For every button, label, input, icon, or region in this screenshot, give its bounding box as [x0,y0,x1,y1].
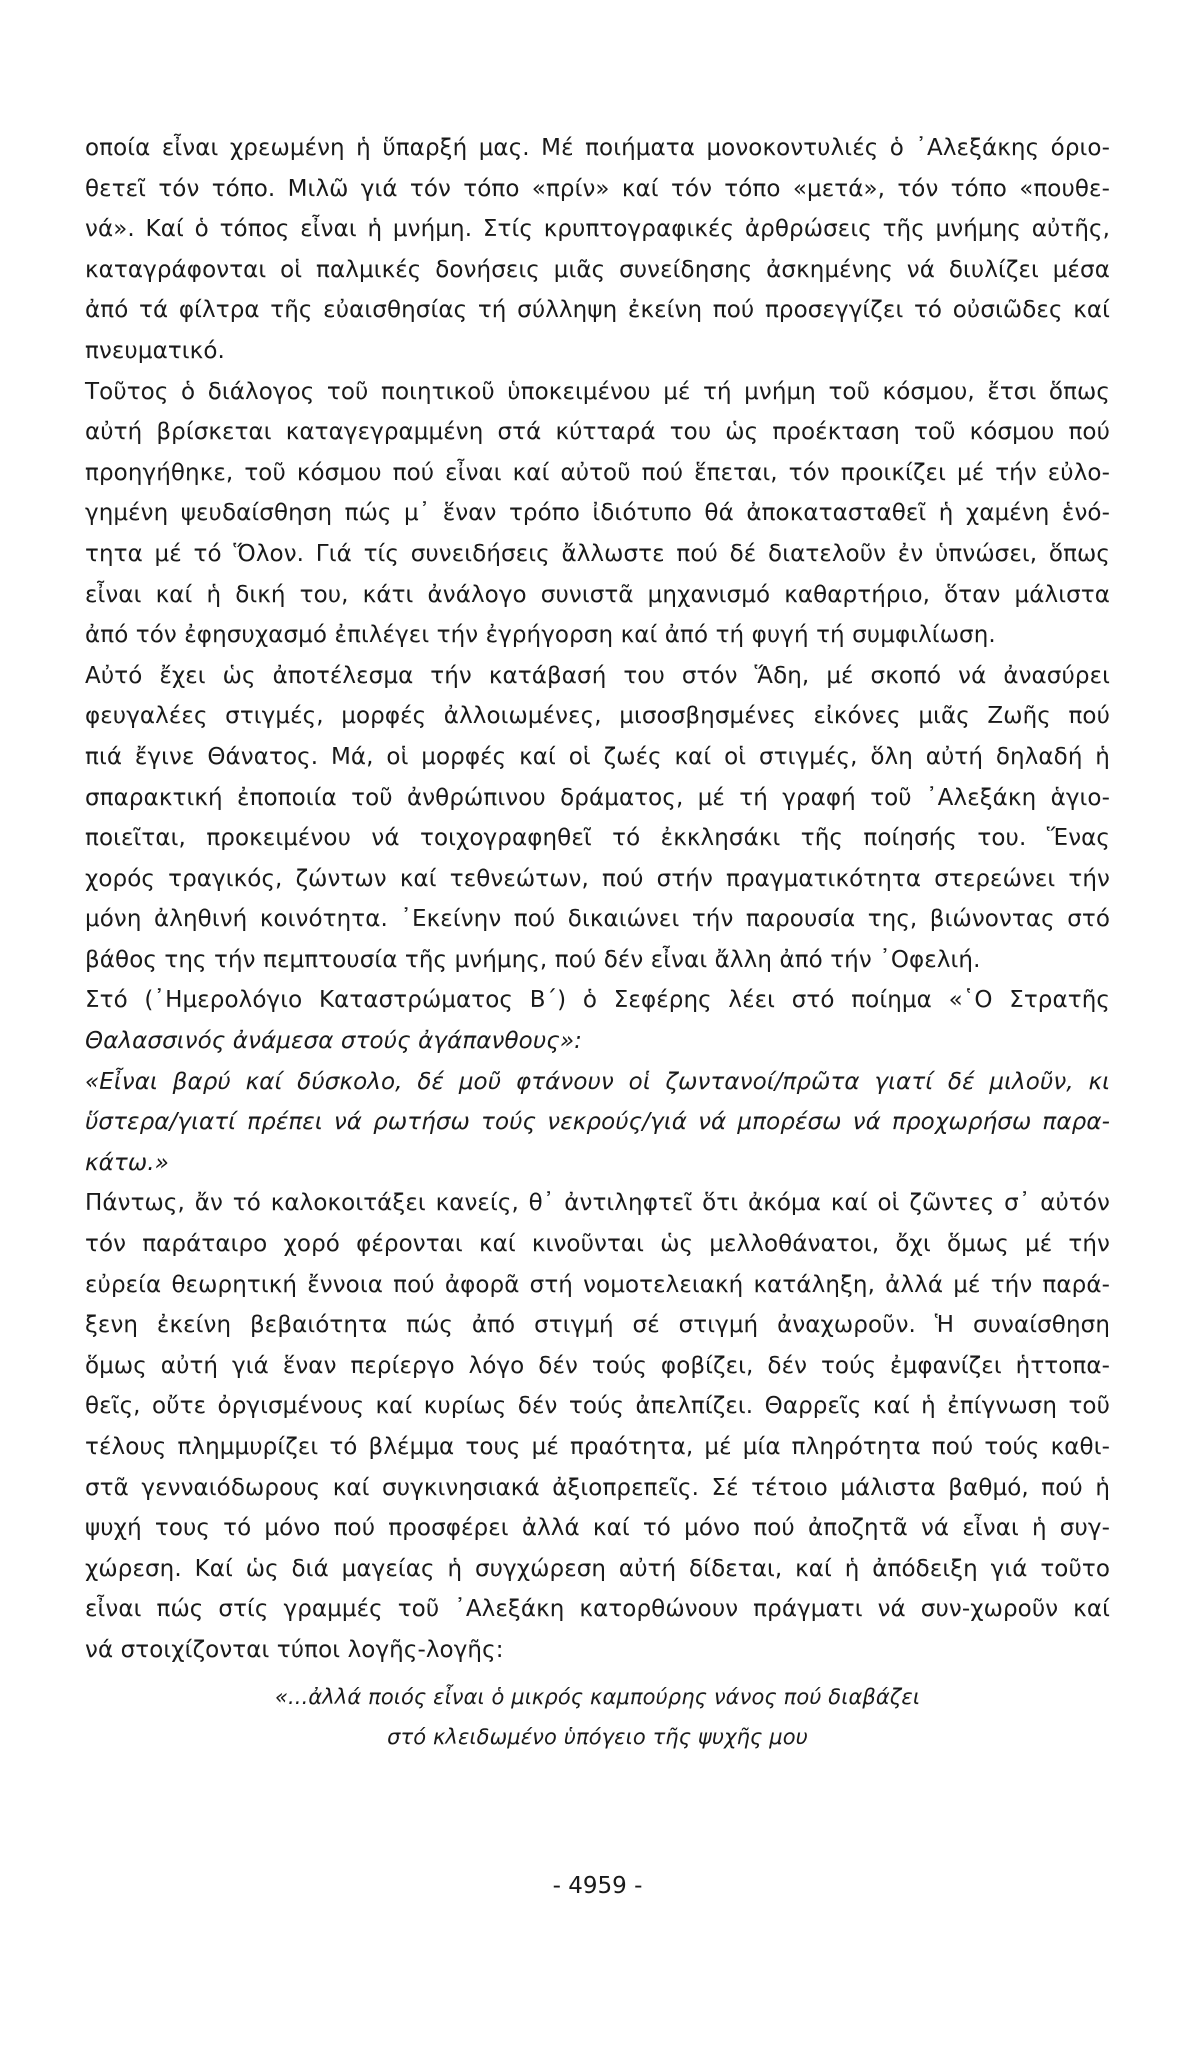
text-line: θεῖς, οὔτε ὀργισμένους καί κυρίως δέν τούς ἀπελπίζει. Θαρρεῖς καί ἡ ἐπίγνωση τοῦ [85,1393,1110,1420]
text-line: αὐτή βρίσκεται καταγεγραμμένη στά κύτταρά του ὡς προέκταση τοῦ κόσμου πού [85,419,1110,446]
text-line: καταγράφονται οἱ παλμικές δονήσεις μιᾶς συνείδησης ἀσκημένης νά διυλίζει μέσα [85,256,1110,283]
text-line: εἶναι πώς στίς γραμμές τοῦ ᾿Αλεξάκη κατορθώνουν πράγματι νά συν-χωροῦν καί [85,1596,1110,1623]
text-line: οποία εἶναι χρεωμένη ἡ ὕπαρξή μας. Μέ ποιήματα μονοκοντυλιές ὁ ᾿Αλεξάκης όριο- [85,135,1110,161]
text-line: εὐρεία θεωρητική ἔννοια πού ἀφορᾶ στή νομοτελειακή κατάληξη, ἀλλά μέ τήν παρά- [85,1271,1110,1298]
text-line: γημένη ψευδαίσθηση πώς μ᾿ ἕναν τρόπο ἰδιότυπο θά ἀποκατασταθεῖ ἡ χαμένη ἑνό- [85,500,1110,527]
text-line: εἶναι καί ἡ δική του, κάτι ἀνάλογο συνιστᾶ μηχανισμό καθαρτήριο, ὅταν μάλιστα [85,581,1110,608]
page-number: - 4959 - [552,1873,643,1899]
text-line: νά». Καί ὁ τόπος εἶναι ἡ μνήμη. Στίς κρυπτογραφικές ἀρθρώσεις τῆς μνήμης αὐτῆς, [85,216,1110,243]
text-line: τόν παράταιρο χορό φέρονται καί κινοῦνται ὡς μελλοθάνατοι, ὄχι ὅμως μέ τήν [85,1231,1110,1258]
text-line: Αὐτό ἔχει ὡς ἀποτέλεσμα τήν κατάβασή του στόν Ἅδη, μέ σκοπό νά ἀνασύρει [85,662,1110,689]
text-line: ἀπό τόν ἐφησυχασμό ἐπιλέγει τήν ἐγρήγορση καί ἀπό τή φυγή τή συμφιλίωση. [85,622,996,649]
text-line: ψυχή τους τό μόνο πού προσφέρει ἀλλά καί τό μόνο πού ἀποζητᾶ νά εἶναι ἡ συγ- [85,1515,1110,1542]
text-line: τητα μέ τό Ὅλον. Γιά τίς συνειδήσεις ἄλλωστε πού δέ διατελοῦν ἐν ὑπνώσει, ὅπως [85,540,1110,567]
text-line: στᾶ γενναιόδωρους καί συγκινησιακά ἀξιοπρεπεῖς. Σέ τέτοιο μάλιστα βαθμό, πού ἡ [85,1474,1110,1501]
text-line: ὅμως αὐτή γιά ἕναν περίεργο λόγο δέν τούς φοβίζει, δέν τούς ἐμφανίζει ἡττοπα- [85,1352,1110,1379]
text-line: βάθος της τήν πεμπτουσία τῆς μνήμης, πού δέν εἶναι ἄλλη ἀπό τήν ᾿Οφελιή. [85,946,981,973]
text-line: τέλους πλημμυρίζει τό βλέμμα τους μέ πραότητα, μέ μία πληρότητα πού τούς καθι- [85,1434,1110,1460]
text-line: Στό (᾿Ημερολόγιο Καταστρώματος Β΄) ὁ Σεφέρης λέει στό ποίημα «῾Ο Στρατῆς [85,987,1110,1014]
text-line: Τοῦτος ὁ διάλογος τοῦ ποιητικοῦ ὑποκειμένου μέ τή μνήμη τοῦ κόσμου, ἔτσι ὅπως [85,378,1110,405]
text-line: ὕστερα/γιατί πρέπει νά ρωτήσω τούς νεκρούς/γιά νά μπορέσω νά προχωρήσω παρα- [85,1109,1110,1136]
text-line: φευγαλέες στιγμές, μορφές ἀλλοιωμένες, μισοσβησμένες εἰκόνες μιᾶς Ζωῆς πού [85,703,1110,730]
text-line: «Εἶναι βαρύ καί δύσκολο, δέ μοῦ φτάνουν οἱ ζωντανοί/πρῶτα γιατί δέ μιλοῦν, κι [85,1068,1110,1095]
text-line: χώρεση. Καί ὡς διά μαγείας ἡ συγχώρεση αὐτή δίδεται, καί ἡ ἀπόδειξη γιά τοῦτο [85,1555,1110,1582]
text-line: πιά ἔγινε Θάνατος. Μά, οἱ μορφές καί οἱ ζωές καί οἱ στιγμές, ὅλη αὐτή δηλαδή ἡ [85,743,1110,770]
text-line: ἀπό τά φίλτρα τῆς εὐαισθησίας τή σύλληψη ἐκείνη πού προσεγγίζει τό οὐσιῶδες καί [85,297,1110,324]
text-line: θετεῖ τόν τόπο. Μιλῶ γιά τόν τόπο «πρίν» καί τόν τόπο «μετά», τόν τόπο «πουθε- [85,175,1110,202]
text-line: Θαλασσινός ἀνάμεσα στούς ἀγάπανθους»: [85,1028,582,1055]
text-line: χορός τραγικός, ζώντων καί τεθνεώτων, πού στήν πραγματικότητα στερεώνει τήν [85,865,1110,892]
text-line: ποιεῖται, προκειμένου νά τοιχογραφηθεῖ τό ἐκκλησάκι τῆς ποίησής του. Ἕνας [85,825,1110,852]
text-line: νά στοιχίζονται τύποι λογῆς-λογῆς: [85,1636,504,1663]
text-line: σπαρακτική ἐποποιία τοῦ ἀνθρώπινου δράματος, μέ τή γραφή τοῦ ᾿Αλεξάκη ἁγιο- [85,784,1110,811]
text-line: κάτω.» [85,1149,169,1176]
text-line: πνευματικό. [85,337,225,364]
text-line: ξενη ἐκείνη βεβαιότητα πώς ἀπό στιγμή σέ στιγμή ἀναχωροῦν. Ἡ συναίσθηση [85,1312,1110,1339]
quote-line: στό κλειδωμένο ὑπόγειο τῆς ψυχῆς μου [387,1725,808,1750]
quote-line: «...ἀλλά ποιός εἶναι ὁ μικρός καμπούρης νάνος πού διαβάζει [274,1684,921,1709]
text-line: Πάντως, ἄν τό καλοκοιτάξει κανείς, θ᾿ ἀντιληφτεῖ ὅτι ἀκόμα καί οἱ ζῶντες σ᾿ αὐτόν [85,1190,1110,1217]
document-body [85,128,1110,1758]
text-line: προηγήθηκε, τοῦ κόσμου πού εἶναι καί αὐτοῦ πού ἕπεται, τόν προικίζει μέ τήν εὐλο- [85,459,1110,486]
text-line: μόνη ἀληθινή κοινότητα. ᾿Εκείνην πού δικαιώνει τήν παρουσία της, βιώνοντας στό [85,906,1110,933]
